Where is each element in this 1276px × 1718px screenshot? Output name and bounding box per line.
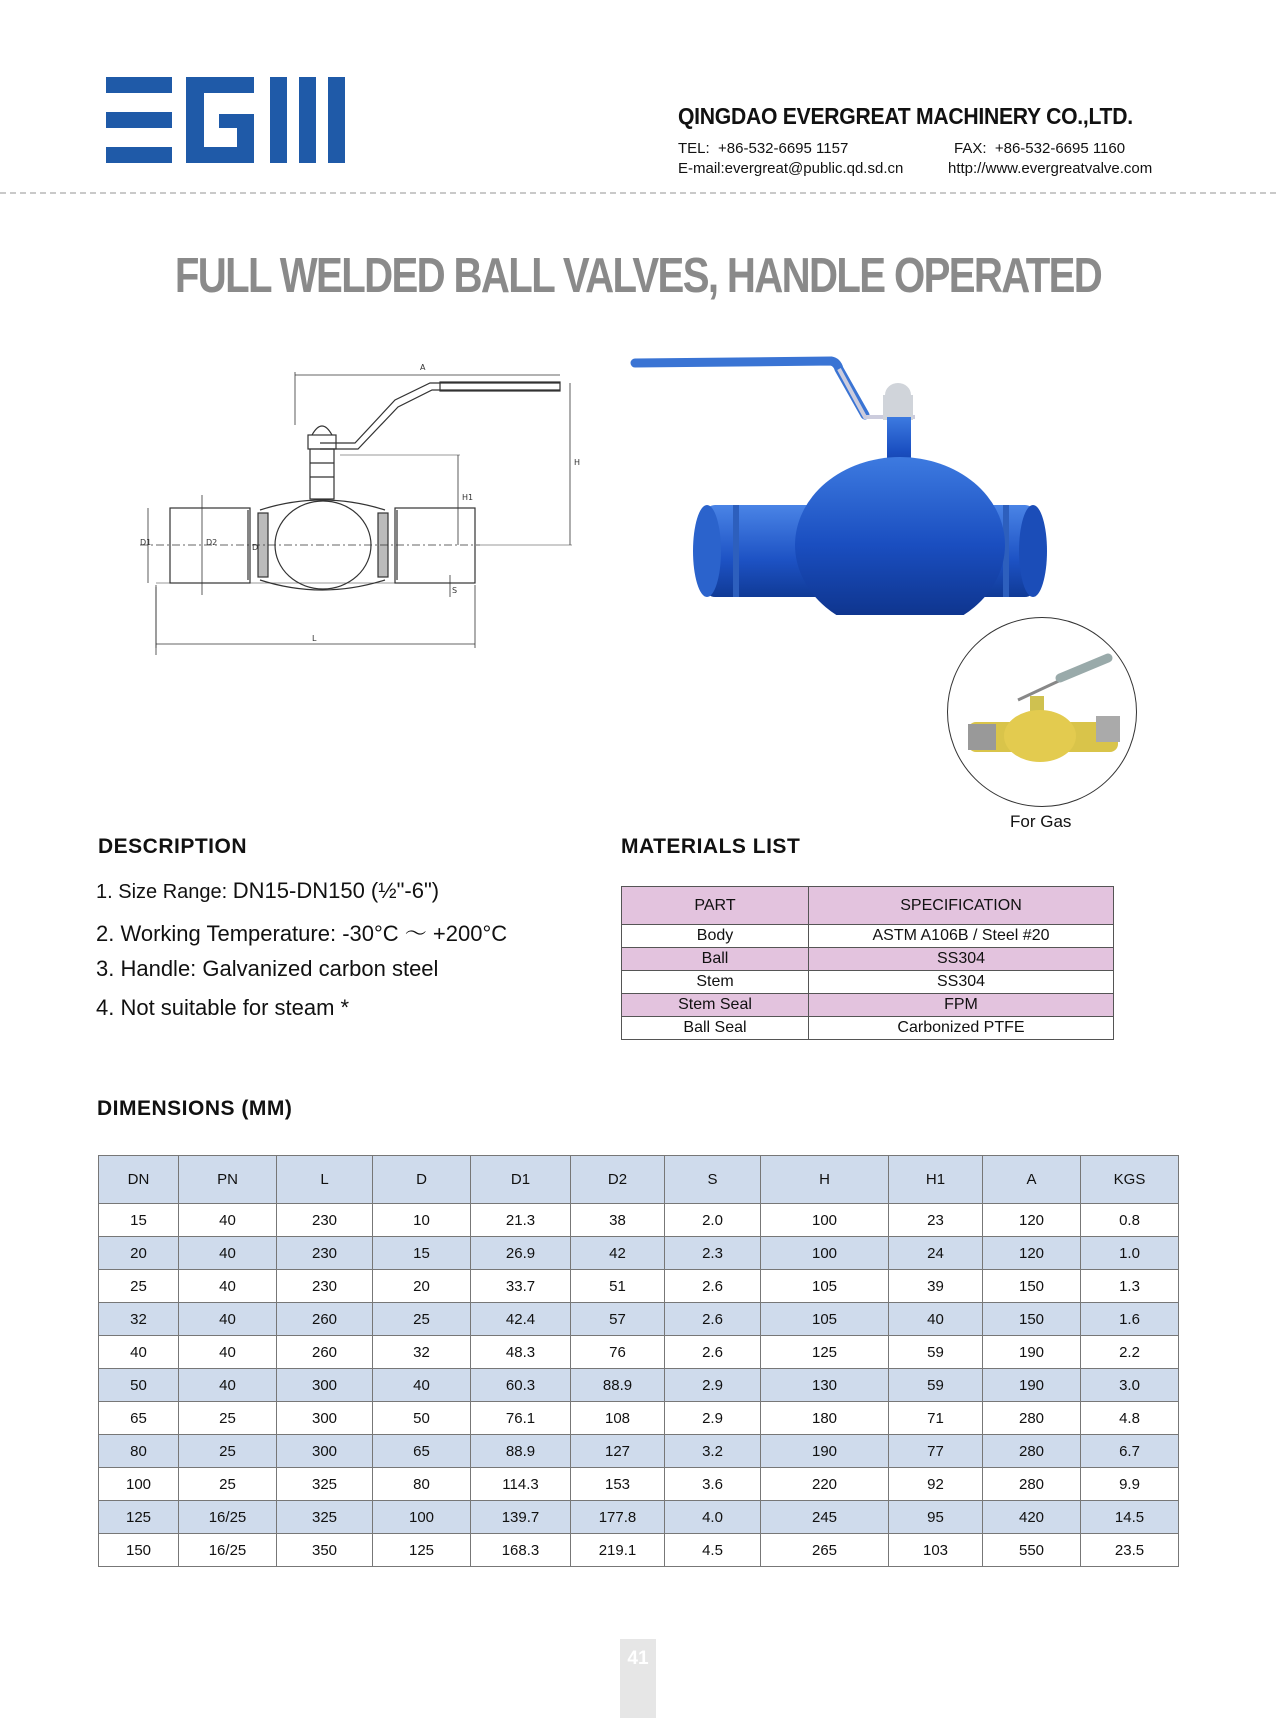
page-number: 41 <box>627 1648 649 1669</box>
table-cell: 120 <box>983 1237 1081 1270</box>
table-cell: 180 <box>761 1402 889 1435</box>
blue-valve-photo <box>625 355 1105 615</box>
column-header: L <box>277 1156 373 1204</box>
drawing-label-a: A <box>420 363 426 372</box>
table-cell: 2.9 <box>665 1402 761 1435</box>
table-cell: 88.9 <box>571 1369 665 1402</box>
table-cell: 245 <box>761 1501 889 1534</box>
page-title: FULL WELDED BALL VALVES, HANDLE OPERATED <box>174 249 1102 303</box>
table-cell: 550 <box>983 1534 1081 1567</box>
column-header: PN <box>179 1156 277 1204</box>
specification-cell: SS304 <box>809 971 1114 994</box>
column-header: H <box>761 1156 889 1204</box>
table-cell: 177.8 <box>571 1501 665 1534</box>
table-cell: 40 <box>99 1336 179 1369</box>
list-item <box>96 956 507 995</box>
table-cell: 4.5 <box>665 1534 761 1567</box>
table-cell: 100 <box>761 1237 889 1270</box>
table-cell: 60.3 <box>471 1369 571 1402</box>
table-cell: 76.1 <box>471 1402 571 1435</box>
table-cell: 100 <box>373 1501 471 1534</box>
table-cell: 168.3 <box>471 1534 571 1567</box>
table-cell: 139.7 <box>471 1501 571 1534</box>
table-cell: 71 <box>889 1402 983 1435</box>
table-row <box>99 1336 1179 1369</box>
item-label: 1. Size Range: <box>96 881 233 903</box>
gas-caption: For Gas <box>1010 812 1072 831</box>
list-item <box>96 917 507 956</box>
item-value: Galvanized carbon steel <box>202 956 439 981</box>
table-cell: 325 <box>277 1501 373 1534</box>
table-cell: 42 <box>571 1237 665 1270</box>
table-cell: 300 <box>277 1402 373 1435</box>
table-cell: 50 <box>99 1369 179 1402</box>
table-cell: 40 <box>373 1369 471 1402</box>
valve-technical-drawing <box>140 355 580 655</box>
drawing-label-d2: D2 <box>206 538 218 547</box>
table-cell: 325 <box>277 1468 373 1501</box>
table-cell: 50 <box>373 1402 471 1435</box>
table-cell: 300 <box>277 1435 373 1468</box>
table-cell: 80 <box>99 1435 179 1468</box>
drawing-label-s: S <box>452 586 458 595</box>
table-cell: 32 <box>99 1303 179 1336</box>
table-cell: 3.0 <box>1081 1369 1179 1402</box>
item-label: 3. Handle: <box>96 956 203 981</box>
table-cell: 265 <box>761 1534 889 1567</box>
table-cell: 20 <box>373 1270 471 1303</box>
table-row <box>99 1501 1179 1534</box>
drawing-label-h1: H1 <box>462 493 474 502</box>
table-cell: 190 <box>983 1369 1081 1402</box>
column-header: H1 <box>889 1156 983 1204</box>
item-value: -30°C ～ +200°C <box>342 921 508 946</box>
table-cell: 2.3 <box>665 1237 761 1270</box>
column-header: SPECIFICATION <box>809 887 1114 925</box>
table-cell: 33.7 <box>471 1270 571 1303</box>
table-cell: 14.5 <box>1081 1501 1179 1534</box>
column-header: D <box>373 1156 471 1204</box>
table-cell: 2.9 <box>665 1369 761 1402</box>
table-row <box>99 1402 1179 1435</box>
table-cell: 127 <box>571 1435 665 1468</box>
table-cell: 25 <box>179 1402 277 1435</box>
table-row <box>99 1270 1179 1303</box>
table-cell: 40 <box>179 1204 277 1237</box>
table-cell: 80 <box>373 1468 471 1501</box>
column-header: S <box>665 1156 761 1204</box>
part-cell: Ball Seal <box>622 1017 809 1040</box>
table-row <box>99 1303 1179 1336</box>
table-cell: 3.2 <box>665 1435 761 1468</box>
dimensions-table <box>98 1155 1179 1567</box>
specification-cell: SS304 <box>809 948 1114 971</box>
phone-number <box>678 140 848 157</box>
table-cell: 280 <box>983 1468 1081 1501</box>
table-cell: 260 <box>277 1303 373 1336</box>
table-cell: 105 <box>761 1270 889 1303</box>
table-cell: 114.3 <box>471 1468 571 1501</box>
materials-heading: MATERIALS LIST <box>621 835 801 858</box>
table-cell: 120 <box>983 1204 1081 1237</box>
table-cell: 150 <box>983 1303 1081 1336</box>
specification-cell: Carbonized PTFE <box>809 1017 1114 1040</box>
table-cell: 125 <box>373 1534 471 1567</box>
table-cell: 38 <box>571 1204 665 1237</box>
company-logo <box>106 77 353 163</box>
drawing-label-l: L <box>312 634 317 643</box>
specification-cell: FPM <box>809 994 1114 1017</box>
column-header: KGS <box>1081 1156 1179 1204</box>
table-cell: 230 <box>277 1204 373 1237</box>
table-cell: 350 <box>277 1534 373 1567</box>
fax-label: FAX: <box>954 140 987 157</box>
table-cell: 150 <box>983 1270 1081 1303</box>
table-row <box>99 1468 1179 1501</box>
item-label: 2. Working Temperature: <box>96 921 343 946</box>
header-divider <box>0 192 1276 194</box>
table-cell: 95 <box>889 1501 983 1534</box>
column-header: PART <box>622 887 809 925</box>
gas-valve-inset <box>947 617 1137 807</box>
table-header-row <box>622 887 1114 925</box>
table-row <box>622 925 1114 948</box>
drawing-label-h: H <box>574 458 580 467</box>
table-cell: 0.8 <box>1081 1204 1179 1237</box>
table-cell: 4.0 <box>665 1501 761 1534</box>
table-cell: 1.3 <box>1081 1270 1179 1303</box>
table-cell: 100 <box>761 1204 889 1237</box>
table-row <box>99 1534 1179 1567</box>
table-cell: 125 <box>761 1336 889 1369</box>
table-cell: 25 <box>99 1270 179 1303</box>
table-row <box>99 1204 1179 1237</box>
table-row <box>99 1369 1179 1402</box>
table-cell: 130 <box>761 1369 889 1402</box>
table-cell: 2.6 <box>665 1303 761 1336</box>
table-cell: 1.0 <box>1081 1237 1179 1270</box>
table-cell: 42.4 <box>471 1303 571 1336</box>
table-cell: 51 <box>571 1270 665 1303</box>
table-cell: 40 <box>179 1303 277 1336</box>
column-header: D2 <box>571 1156 665 1204</box>
table-cell: 2.6 <box>665 1270 761 1303</box>
table-cell: 2.6 <box>665 1336 761 1369</box>
table-row <box>622 948 1114 971</box>
table-cell: 300 <box>277 1369 373 1402</box>
table-cell: 280 <box>983 1435 1081 1468</box>
table-cell: 108 <box>571 1402 665 1435</box>
email-address[interactable]: E-mail:evergreat@public.qd.sd.cn <box>678 160 904 177</box>
table-cell: 57 <box>571 1303 665 1336</box>
table-cell: 59 <box>889 1336 983 1369</box>
table-cell: 15 <box>99 1204 179 1237</box>
table-cell: 2.0 <box>665 1204 761 1237</box>
table-cell: 219.1 <box>571 1534 665 1567</box>
table-cell: 10 <box>373 1204 471 1237</box>
table-cell: 150 <box>99 1534 179 1567</box>
part-cell: Stem Seal <box>622 994 809 1017</box>
table-cell: 40 <box>179 1369 277 1402</box>
specification-cell: ASTM A106B / Steel #20 <box>809 925 1114 948</box>
table-cell: 25 <box>373 1303 471 1336</box>
item-value: DN15-DN150 (½"-6") <box>232 878 440 903</box>
item-label: 4. Not suitable for steam * <box>96 995 350 1020</box>
table-cell: 88.9 <box>471 1435 571 1468</box>
table-row <box>622 971 1114 994</box>
table-cell: 103 <box>889 1534 983 1567</box>
table-cell: 100 <box>99 1468 179 1501</box>
table-cell: 65 <box>373 1435 471 1468</box>
table-cell: 23.5 <box>1081 1534 1179 1567</box>
drawing-label-d1: D1 <box>140 538 152 547</box>
table-cell: 32 <box>373 1336 471 1369</box>
website-link[interactable]: http://www.evergreatvalve.com <box>948 160 1153 177</box>
table-cell: 125 <box>99 1501 179 1534</box>
table-cell: 105 <box>761 1303 889 1336</box>
dimensions-heading: DIMENSIONS (MM) <box>97 1097 293 1120</box>
table-cell: 6.7 <box>1081 1435 1179 1468</box>
table-cell: 230 <box>277 1270 373 1303</box>
table-cell: 25 <box>179 1468 277 1501</box>
table-cell: 25 <box>179 1435 277 1468</box>
table-cell: 26.9 <box>471 1237 571 1270</box>
yellow-valve-photo <box>948 618 1136 806</box>
description-heading: DESCRIPTION <box>98 835 248 858</box>
table-cell: 3.6 <box>665 1468 761 1501</box>
part-cell: Body <box>622 925 809 948</box>
table-cell: 190 <box>761 1435 889 1468</box>
table-row <box>99 1237 1179 1270</box>
table-cell: 280 <box>983 1402 1081 1435</box>
table-cell: 59 <box>889 1369 983 1402</box>
table-cell: 20 <box>99 1237 179 1270</box>
column-header: A <box>983 1156 1081 1204</box>
table-row <box>99 1435 1179 1468</box>
list-item <box>96 878 507 917</box>
table-cell: 4.8 <box>1081 1402 1179 1435</box>
table-cell: 92 <box>889 1468 983 1501</box>
table-cell: 24 <box>889 1237 983 1270</box>
column-header: D1 <box>471 1156 571 1204</box>
table-cell: 220 <box>761 1468 889 1501</box>
table-cell: 230 <box>277 1237 373 1270</box>
drawing-label-d: D <box>252 543 259 552</box>
description-list <box>96 878 507 1034</box>
table-cell: 77 <box>889 1435 983 1468</box>
table-cell: 9.9 <box>1081 1468 1179 1501</box>
table-cell: 153 <box>571 1468 665 1501</box>
fax-number <box>954 140 1125 157</box>
table-cell: 260 <box>277 1336 373 1369</box>
table-cell: 39 <box>889 1270 983 1303</box>
phone-label: TEL: <box>678 140 710 157</box>
table-cell: 15 <box>373 1237 471 1270</box>
fax-value: +86-532-6695 1160 <box>994 140 1126 157</box>
table-cell: 420 <box>983 1501 1081 1534</box>
materials-table <box>621 886 1114 1040</box>
list-item <box>96 995 507 1034</box>
phone-value: +86-532-6695 1157 <box>718 140 849 157</box>
company-name: QINGDAO EVERGREAT MACHINERY CO.,LTD. <box>678 103 1133 129</box>
table-cell: 40 <box>179 1270 277 1303</box>
table-cell: 40 <box>179 1336 277 1369</box>
table-row <box>622 1017 1114 1040</box>
table-cell: 2.2 <box>1081 1336 1179 1369</box>
table-cell: 190 <box>983 1336 1081 1369</box>
table-cell: 65 <box>99 1402 179 1435</box>
table-cell: 76 <box>571 1336 665 1369</box>
table-cell: 16/25 <box>179 1501 277 1534</box>
table-row <box>622 994 1114 1017</box>
table-cell: 16/25 <box>179 1534 277 1567</box>
table-cell: 1.6 <box>1081 1303 1179 1336</box>
table-cell: 40 <box>889 1303 983 1336</box>
table-cell: 21.3 <box>471 1204 571 1237</box>
table-cell: 40 <box>179 1237 277 1270</box>
table-header-row <box>99 1156 1179 1204</box>
part-cell: Ball <box>622 948 809 971</box>
part-cell: Stem <box>622 971 809 994</box>
column-header: DN <box>99 1156 179 1204</box>
table-cell: 48.3 <box>471 1336 571 1369</box>
table-cell: 23 <box>889 1204 983 1237</box>
